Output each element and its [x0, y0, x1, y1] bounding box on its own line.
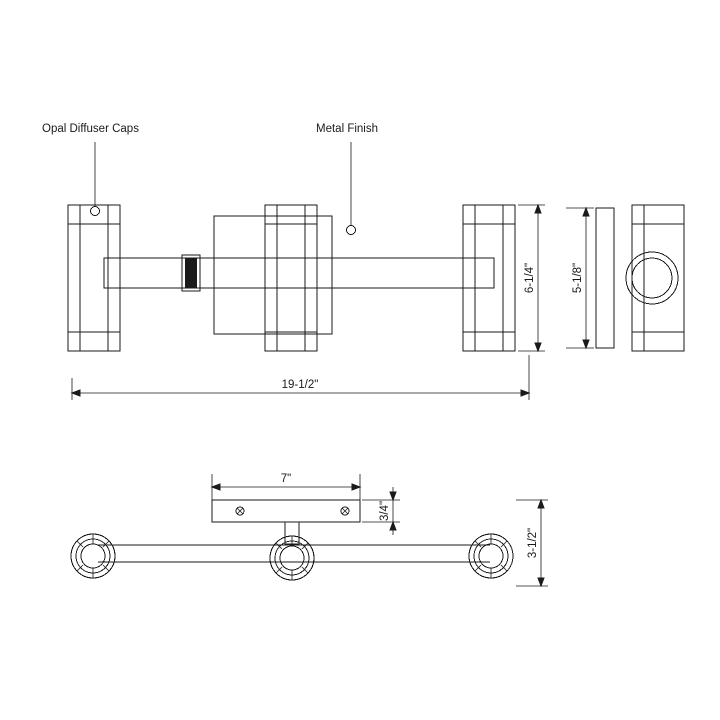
- plan-arms: [98, 545, 490, 562]
- center-bar: [104, 258, 494, 288]
- screw-right: [341, 507, 349, 515]
- dim-label-extension-depth: 3-1/2": [527, 527, 539, 559]
- dim-label-height-overall: 6-1/4": [524, 262, 536, 294]
- shade-right: [463, 205, 515, 351]
- annotation-label-opal-diffuser-caps: Opal Diffuser Caps: [42, 123, 139, 135]
- dimension-lines: [72, 205, 594, 586]
- shade-left: [68, 205, 120, 351]
- plan-shade-left: [71, 534, 115, 578]
- plan-backplate: [212, 500, 360, 544]
- mounting-backplate: [214, 216, 332, 334]
- shade-center: [265, 205, 317, 351]
- front-elevation-view: [68, 205, 515, 351]
- connector-block: [182, 255, 200, 291]
- dim-width-overall: [72, 355, 529, 400]
- annotation-label-metal-finish: Metal Finish: [316, 123, 378, 135]
- annotation-leaders: [95, 142, 351, 225]
- plan-shade-center: [270, 536, 314, 580]
- side-elevation-view: [596, 205, 684, 351]
- dim-label-backplate-depth: 3/4": [379, 500, 391, 522]
- plan-view: [71, 500, 513, 580]
- plan-shade-right: [469, 534, 513, 578]
- dim-label-width-overall: 19-1/2": [281, 379, 319, 391]
- screw-left: [236, 507, 244, 515]
- dim-label-backplate-width: 7": [280, 473, 292, 485]
- dim-label-height-side: 5-1/8": [572, 262, 584, 294]
- metal-finish-marker: [347, 226, 356, 235]
